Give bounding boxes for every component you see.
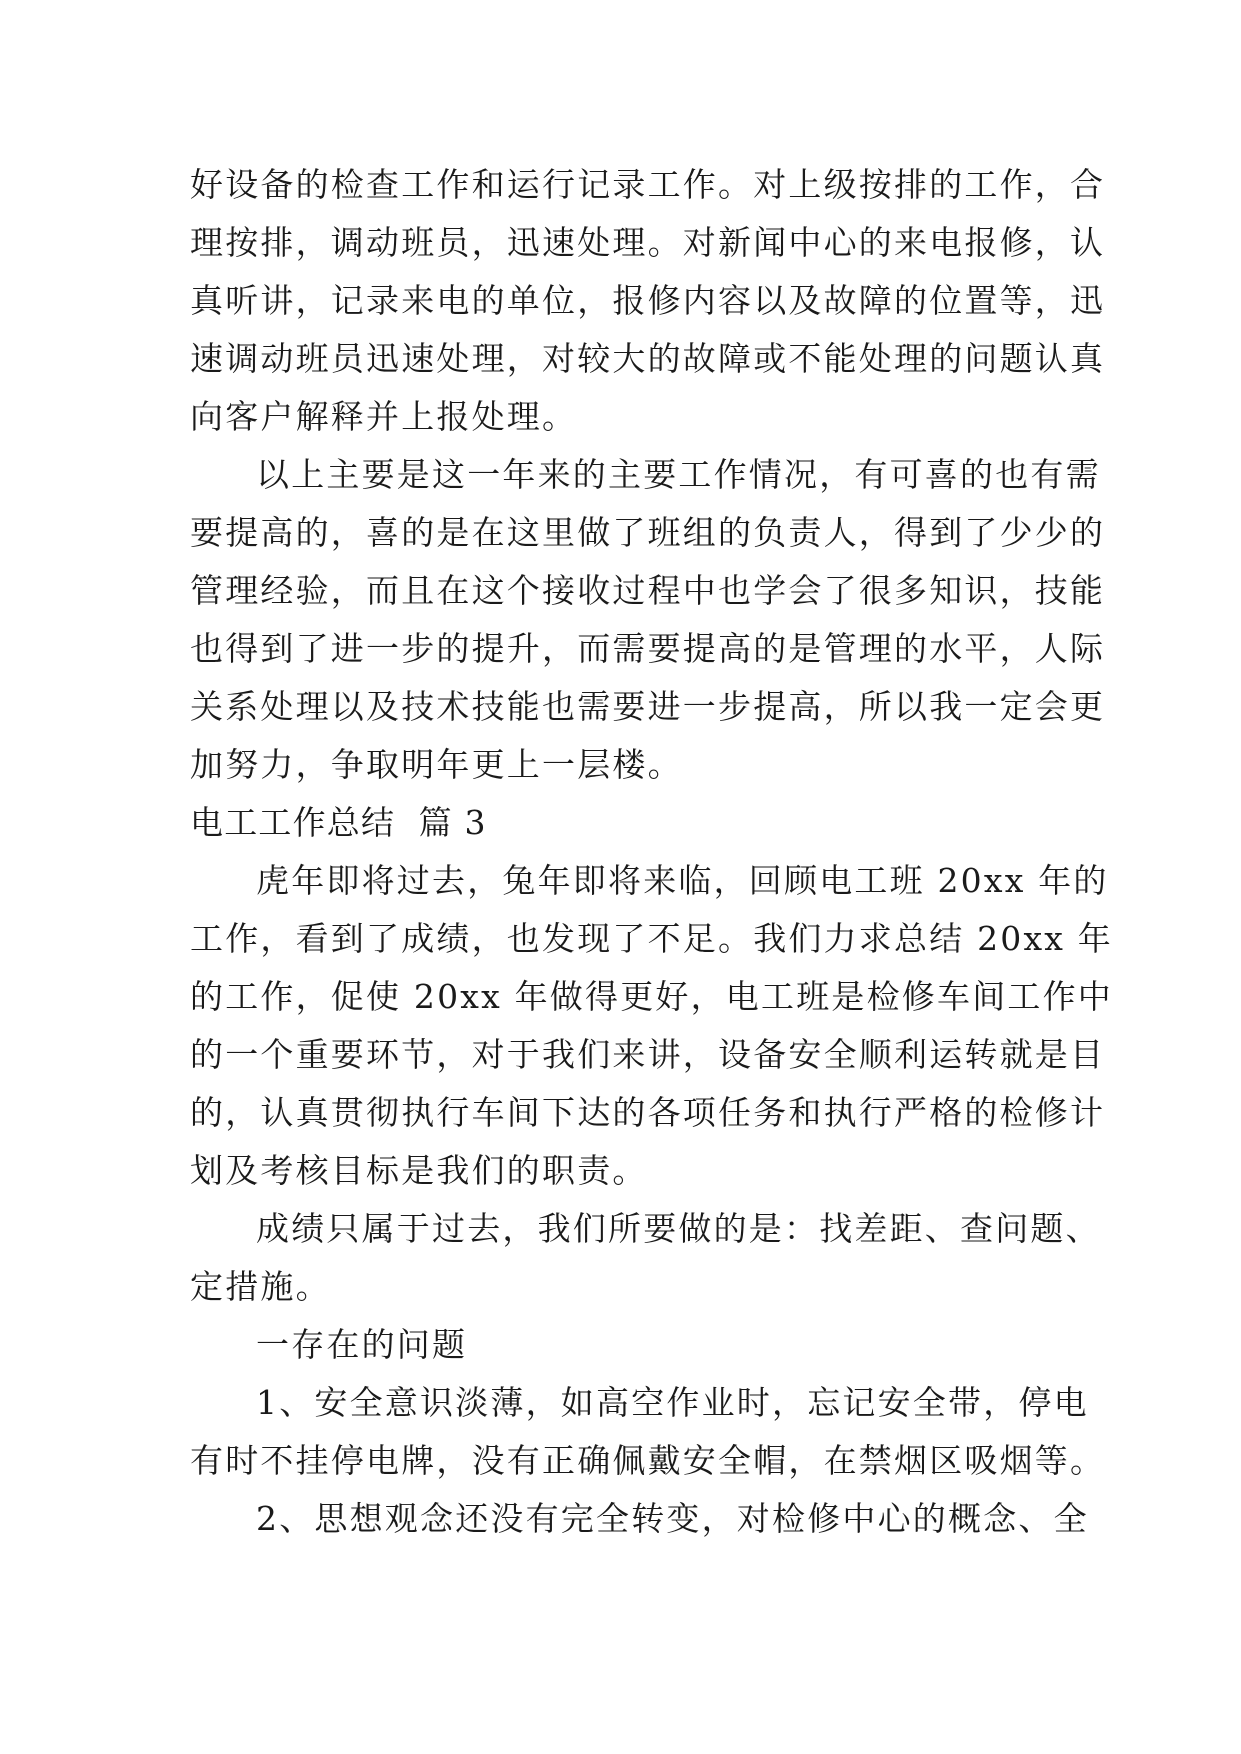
paragraph-line: 速调动班员迅速处理，对较大的故障或不能处理的问题认真	[190, 339, 1106, 378]
paragraph-line: 的一个重要环节，对于我们来讲，设备安全顺利运转就是目	[190, 1035, 1106, 1074]
paragraph-line: 理按排，调动班员，迅速处理。对新闻中心的来电报修，认	[190, 223, 1106, 262]
paragraph-line: 也得到了进一步的提升，而需要提高的是管理的水平，人际	[190, 629, 1106, 668]
list-item-line: 有时不挂停电牌，没有正确佩戴安全帽，在禁烟区吸烟等。	[190, 1441, 1106, 1480]
paragraph-line: 的工作，促使 20xx 年做得更好，电工班是检修车间工作中	[190, 977, 1113, 1016]
paragraph-line: 以上主要是这一年来的主要工作情况，有可喜的也有需	[256, 455, 1101, 494]
paragraph-line: 加努力，争取明年更上一层楼。	[190, 745, 683, 784]
paragraph-line: 真听讲，记录来电的单位，报修内容以及故障的位置等，迅	[190, 281, 1106, 320]
subheading: 一存在的问题	[256, 1325, 468, 1364]
list-item-line: 2、思想观念还没有完全转变，对检修中心的概念、全	[256, 1499, 1089, 1538]
paragraph-line: 成绩只属于过去，我们所要做的是：找差距、查问题、	[256, 1209, 1101, 1248]
paragraph-line: 定措施。	[190, 1267, 331, 1306]
paragraph-line: 好设备的检查工作和运行记录工作。对上级按排的工作，合	[190, 165, 1106, 204]
section-heading: 电工工作总结 篇 3	[190, 803, 487, 842]
paragraph-line: 划及考核目标是我们的职责。	[190, 1151, 648, 1190]
paragraph-line: 的，认真贯彻执行车间下达的各项任务和执行严格的检修计	[190, 1093, 1106, 1132]
paragraph-line: 要提高的，喜的是在这里做了班组的负责人，得到了少少的	[190, 513, 1106, 552]
paragraph-line: 向客户解释并上报处理。	[190, 397, 578, 436]
list-item-line: 1、安全意识淡薄，如高空作业时，忘记安全带，停电	[256, 1383, 1089, 1422]
paragraph-line: 工作，看到了成绩，也发现了不足。我们力求总结 20xx 年	[190, 919, 1113, 958]
paragraph-line: 管理经验，而且在这个接收过程中也学会了很多知识，技能	[190, 571, 1106, 610]
paragraph-line: 虎年即将过去，兔年即将来临，回顾电工班 20xx 年的	[256, 861, 1109, 900]
paragraph-line: 关系处理以及技术技能也需要进一步提高，所以我一定会更	[190, 687, 1106, 726]
